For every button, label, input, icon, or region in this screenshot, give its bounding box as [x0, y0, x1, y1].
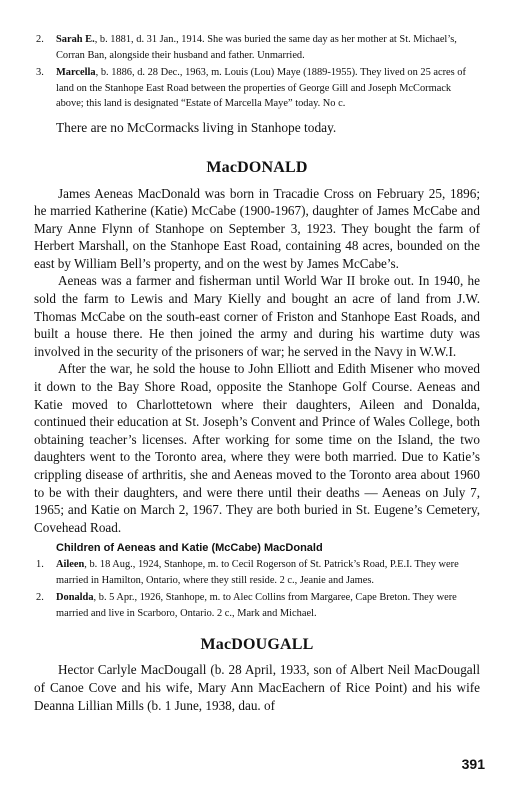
- list-item: [34, 590, 480, 621]
- list-item-text: , b. 18 Aug., 1924, Stanhope, m. to Cecil Rogerson of St. Patrick’s Road, P.E.I. They were married in Hamilton, Ontario, where they still reside. 2 c., Jeanie and James.: [56, 559, 459, 586]
- paragraph: After the war, he sold the house to John Elliott and Edith Misener who moved it down to the Bay Shore Road, opposite the Stanhope Golf Course. Aeneas and Katie moved to Charlottetown where their daughters, Aileen and Donalda, continued their education at St. Joseph’s Convent and Prince of Wales College, both obtaining teacher’s licenses. After working for some time on the Island, the two daughters went to the Toronto area, where they were both married. Due to Katie’s crippling disease of arthritis, she and Aeneas moved to the Toronto area about 1960 to be with their daughters, and were there until their deaths — Aeneas on July 7, 1965; and Katie on March 2, 1967. They are both buried in St. Eugene’s Cemetery, Covehead Road.: [34, 361, 480, 535]
- list-item-number: 2.: [36, 592, 44, 604]
- section-heading-macdonald: MacDONALD: [206, 158, 308, 176]
- top-list: [34, 32, 480, 112]
- paragraph: Aeneas was a farmer and fisherman until World War II broke out. In 1940, he sold the farm to Lewis and Mary Kielly and bought an acre of land from J.W. Thomas McCabe on the south-east corner of Friston and Stanhope East Roads, and built a house there. He then joined the army and during his wartime duty was involved in the security of the prisoners of war; he served in the Navy in W.W.I.: [34, 273, 480, 359]
- list-item-number: 3.: [36, 67, 44, 78]
- list-item-name: Aileen: [56, 559, 85, 571]
- list-item-text: , b. 5 Apr., 1926, Stanhope, m. to Alec Collins from Margaree, Cape Breton. They were married and live in Scarboro, Ontario. 2 c., Mark and Michael.: [56, 592, 457, 619]
- list-item-number: 1.: [36, 559, 44, 571]
- paragraph: James Aeneas MacDonald was born in Tracadie Cross on February 25, 1896; he married Katherine (Katie) McCabe (1900-1967), daughter of James McCabe and Mary Anne Flynn of Stanhope on September 3, 1923. They bought the farm of Herbert Marshall, on the Stanhope East Road, containing 48 acres, bounded on the east by William Bell’s property, and on the west by James McCabe’s.: [34, 185, 480, 271]
- paragraph: Hector Carlyle MacDougall (b. 28 April, 1933, son of Albert Neil MacDougall of Canoe Cove and his wife, Mary Ann MacEachern of Rice Point) and his wife Deanna Lillian Mills (b. 1 June, 1938, dau. of: [34, 662, 480, 713]
- closing-note: There are no McCormacks living in Stanhope today.: [56, 119, 337, 135]
- list-item-text: , b. 1881, d. 31 Jan., 1914. She was buried the same day as her mother at St. Michael’s, Corran Ban, alongside their husband and father. Unmarried.: [56, 34, 457, 61]
- list-item-text: , b. 1886, d. 28 Dec., 1963, m. Louis (Lou) Maye (1889-1955). They lived on 25 acres of land on the Stanhope East Road between the properties of George Gill and Joseph McCormack above; this land is designated “Estate of Marcella Maye” today. No c.: [56, 67, 466, 109]
- children-list: [34, 557, 480, 621]
- page-number: 391: [461, 756, 485, 772]
- children-heading: Children of Aeneas and Katie (McCabe) MacDonald: [56, 542, 323, 555]
- list-item-number: 2.: [36, 34, 44, 45]
- list-item-name: Donalda: [56, 592, 94, 604]
- list-item-name: Sarah E.: [56, 34, 95, 45]
- section-heading-macdougall: MacDOUGALL: [200, 636, 314, 654]
- page-content: [34, 32, 480, 714]
- list-item: [34, 65, 480, 112]
- list-item: [34, 32, 480, 63]
- list-item: [34, 557, 480, 588]
- list-item-name: Marcella: [56, 67, 96, 78]
